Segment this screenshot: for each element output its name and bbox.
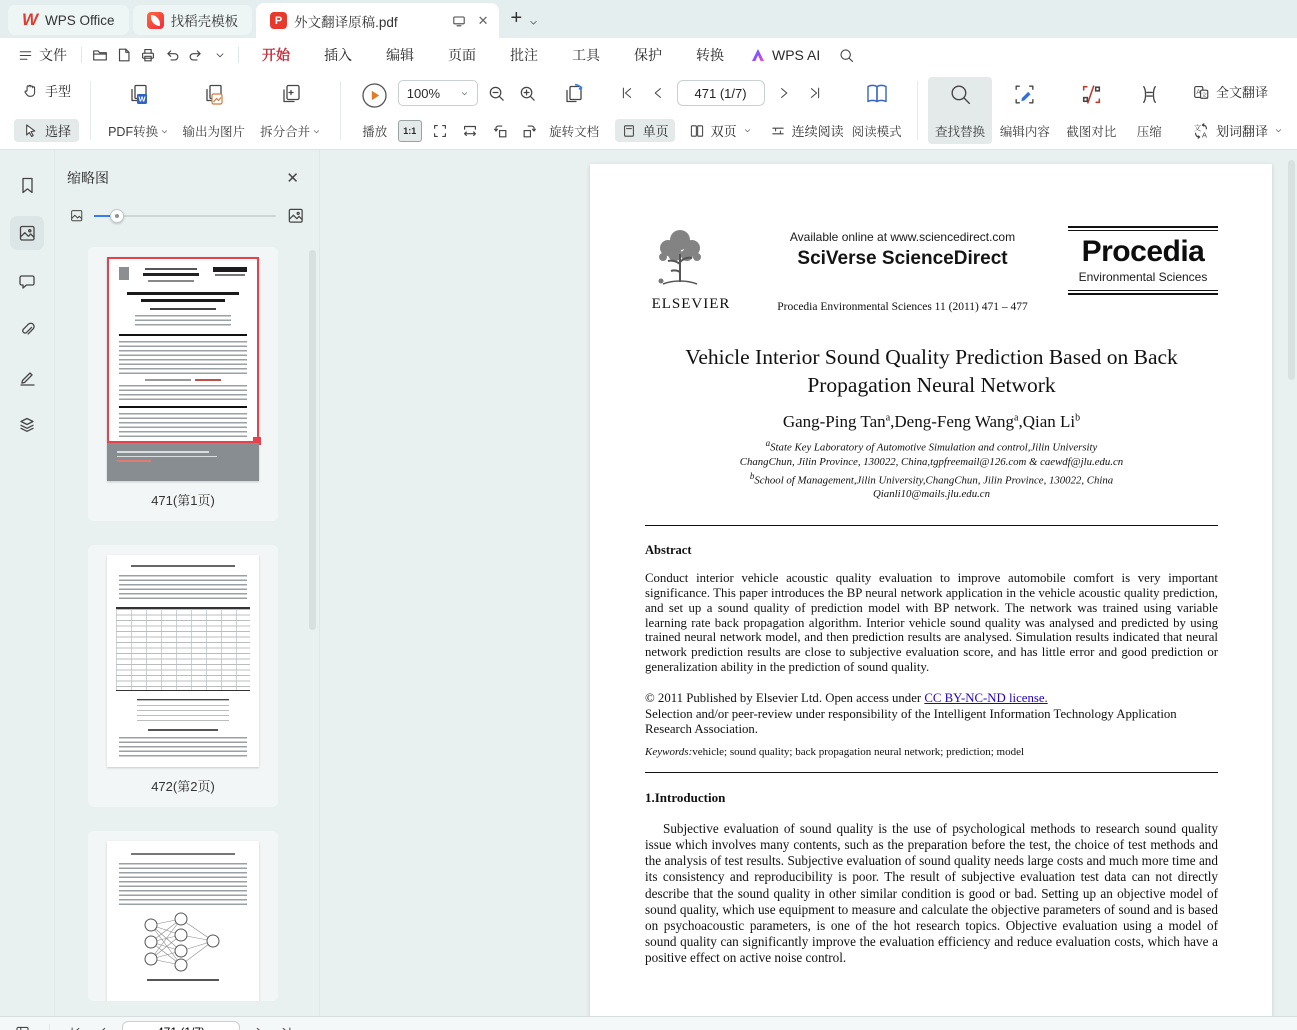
- paper-title: Vehicle Interior Sound Quality Prediction Based on Back Propagation Neural Network: [685, 345, 1178, 397]
- search-icon: [948, 82, 973, 107]
- split-merge-icon: [278, 82, 304, 108]
- large-thumbnail-icon[interactable]: [286, 206, 305, 225]
- divider: [90, 81, 91, 140]
- first-page-icon[interactable]: [68, 1025, 83, 1030]
- thumbnail-page-2[interactable]: [88, 545, 278, 807]
- thumbnails-panel-button[interactable]: [10, 216, 44, 250]
- split-merge-button[interactable]: 拆分合并: [252, 77, 329, 144]
- thumbnail-page-3[interactable]: [88, 831, 278, 1001]
- thumbnail-preview[interactable]: [107, 841, 259, 1001]
- selection-line: Selection and/or peer-review under responsibility of the Intelligent Information Technology Application Research Association.: [645, 706, 1177, 737]
- panel-scrollbar[interactable]: [309, 250, 316, 630]
- thumbnail-size-slider[interactable]: [94, 215, 276, 217]
- next-page-icon[interactable]: [252, 1025, 267, 1030]
- pdf-file-icon: P: [270, 12, 287, 29]
- thumbnail-caption: 471(第1页): [151, 493, 215, 508]
- elsevier-logo: [645, 224, 737, 313]
- redo-button[interactable]: [184, 43, 208, 67]
- paper-affiliations: $^a$State Key Laboratory of Automotive Simulation and control,Jilin University ChangChun, Jilin Province, 130022, China,tgpfreemail@126.com & caewdf@jlu.edu.cn $^b$School of Management,Jilin University,ChangChun, Jilin Province, 130022, China Qianli10@mails.jlu.edu.cn: [739, 438, 1124, 501]
- elsevier-tree-icon: [645, 224, 715, 294]
- tab-label: 找稻壳模板: [170, 14, 239, 29]
- new-tab-icon[interactable]: +: [510, 7, 523, 29]
- single-page-mode-button[interactable]: 单页: [615, 119, 675, 142]
- introduction-heading: 1.Introduction: [645, 789, 726, 805]
- cursor-icon: [22, 122, 39, 139]
- rotate-right-button[interactable]: [518, 120, 542, 142]
- tab-label: WPS Office: [45, 12, 115, 28]
- elsevier-wordmark: ELSEVIER: [651, 296, 731, 312]
- procedia-logo: [1068, 224, 1218, 295]
- zoom-in-button[interactable]: [516, 82, 540, 104]
- abstract-text: Conduct interior vehicle acoustic quality evaluation to improve automobile comfort is very important significance. This paper introduces the BP neural network application in the vehicle acoustic quality prediction, and set up a sound quality of prediction model with BP network. The network was trained using variable learning rate back propagation algorithm. Interior vehicle sound quality was analysed and predicted by using trained neural network model, and then prediction results are analysed. Simulation results indicated that neural network prediction results are close to subjective evaluation score, and has little error and good prediction or generalization ability in the prediction of sound quality.: [645, 571, 1218, 674]
- pdf-page[interactable]: [590, 164, 1272, 1016]
- fit-width-button[interactable]: [458, 120, 482, 142]
- small-thumbnail-icon[interactable]: [69, 208, 84, 223]
- previous-page-button[interactable]: [646, 82, 670, 104]
- menu-item-tools[interactable]: 工具: [572, 47, 600, 63]
- divider: [917, 81, 918, 140]
- abstract-heading: Abstract: [645, 543, 692, 558]
- print-button[interactable]: [136, 43, 160, 67]
- toggle-sidebar-icon[interactable]: [14, 1024, 31, 1030]
- tab-bar: [0, 0, 1297, 38]
- zoom-level-dropdown[interactable]: [398, 80, 478, 106]
- chevron-down-icon: [743, 126, 752, 135]
- page-number-input[interactable]: [677, 80, 765, 106]
- menu-item-page[interactable]: 页面: [448, 47, 476, 63]
- thumbnail-caption: 472(第2页): [151, 779, 215, 794]
- sciverse-wordmark: SciVerse ScienceDirect: [797, 248, 1008, 269]
- close-tab-icon[interactable]: ✕: [477, 12, 489, 28]
- more-commands-chevron-icon[interactable]: [208, 43, 232, 67]
- double-page-mode-button[interactable]: 双页: [685, 119, 756, 142]
- svg-text:文: 文: [1201, 92, 1208, 99]
- first-page-button[interactable]: [615, 82, 639, 104]
- actual-size-button[interactable]: 1:1: [398, 120, 422, 142]
- menu-item-annotate[interactable]: 批注: [510, 47, 538, 63]
- monitor-icon[interactable]: [451, 13, 467, 29]
- thumbnail-panel: [55, 150, 320, 1016]
- tab-wps-office[interactable]: [8, 5, 129, 35]
- slider-knob[interactable]: [110, 209, 124, 223]
- document-area: [320, 150, 1297, 1016]
- compress-button[interactable]: 压缩: [1125, 77, 1174, 144]
- rotate-left-button[interactable]: [488, 120, 512, 142]
- thumbnail-preview[interactable]: [107, 555, 259, 767]
- undo-button[interactable]: [160, 43, 184, 67]
- cc-license-link[interactable]: CC BY-NC-ND license.: [924, 690, 1048, 705]
- menu-bar: [0, 38, 1297, 72]
- divider: [81, 47, 82, 63]
- paper-header: [645, 224, 1218, 313]
- hand-tool-button[interactable]: 手型: [14, 79, 79, 102]
- page-viewport-indicator[interactable]: [107, 257, 259, 443]
- rotate-document-button[interactable]: 旋转文档: [542, 77, 607, 144]
- full-text-translate-button[interactable]: A 文 全文翻译: [1184, 80, 1291, 103]
- document-scrollbar[interactable]: [1288, 160, 1295, 380]
- thumbnail-preview[interactable]: [107, 257, 259, 481]
- single-page-icon: [621, 123, 637, 139]
- book-icon: [864, 82, 890, 106]
- journal-line: Procedia Environmental Sciences 11 (2011) 471 – 477: [777, 301, 1028, 313]
- zoom-out-button[interactable]: [485, 82, 509, 104]
- svg-text:W: W: [138, 94, 146, 104]
- keywords-line: Keywords:vehicle; sound quality; back propagation neural network; prediction; model: [645, 745, 1025, 758]
- menu-item-convert[interactable]: 转换: [696, 47, 724, 63]
- double-page-icon: [689, 123, 705, 139]
- side-icon-strip: [0, 150, 55, 1016]
- page-hidden-region: [107, 443, 259, 481]
- next-page-button[interactable]: [772, 82, 796, 104]
- compress-icon: [1137, 82, 1162, 107]
- paper-authors: Gang-Ping Tan$^a$,Deng-Feng Wang$^a$,Qian Li$^b$: [782, 412, 1081, 431]
- search-icon[interactable]: [834, 43, 858, 67]
- zoom-controls: [398, 77, 542, 144]
- wps-ai-label: WPS AI: [772, 47, 821, 63]
- screenshot-compare-button[interactable]: 截图对比: [1058, 77, 1125, 144]
- rotate-document-icon: [561, 82, 587, 108]
- export-image-icon: [201, 82, 227, 108]
- horizontal-rule: [645, 525, 1218, 526]
- hamburger-icon: [18, 48, 33, 63]
- edit-content-button[interactable]: 编辑内容: [992, 77, 1059, 144]
- header-center: [737, 224, 1068, 313]
- body-area: [0, 150, 1297, 1016]
- divider: [49, 1024, 50, 1030]
- chevron-down-icon: [460, 89, 469, 98]
- file-menu[interactable]: [10, 41, 75, 69]
- tab-list-chevron-icon[interactable]: [528, 17, 539, 28]
- menu-item-edit[interactable]: 编辑: [386, 47, 414, 63]
- status-bar: [0, 1016, 1297, 1030]
- horizontal-rule: [645, 772, 1218, 773]
- menu-item-insert[interactable]: 插入: [324, 47, 352, 63]
- read-mode-button[interactable]: 阅读模式: [848, 77, 906, 144]
- menu-item-protect[interactable]: 保护: [634, 47, 662, 63]
- attachments-panel-button[interactable]: [10, 312, 44, 346]
- select-tool-button[interactable]: 选择: [14, 119, 79, 142]
- network-diagram: [135, 911, 231, 973]
- wps-ai-menu[interactable]: [741, 42, 830, 68]
- tab-label: 外文翻译原稿.pdf: [294, 14, 398, 30]
- status-page-number-input[interactable]: [122, 1021, 240, 1030]
- open-folder-button[interactable]: [88, 43, 112, 67]
- play-slideshow-button[interactable]: 播放: [352, 77, 398, 144]
- svg-text:文: 文: [1193, 123, 1202, 133]
- available-online-text: Available online at www.sciencedirect.com: [789, 230, 1016, 244]
- page-navigation: [615, 77, 848, 144]
- comments-panel-button[interactable]: [10, 264, 44, 298]
- thumbnail-size-slider-row: [55, 198, 319, 233]
- zoom-value: 100%: [406, 85, 440, 101]
- cursor-mode-group: [14, 77, 79, 144]
- layers-panel-button[interactable]: [10, 408, 44, 442]
- last-page-button[interactable]: [803, 82, 827, 104]
- panel-title: 缩略图: [67, 170, 109, 186]
- procedia-wordmark: Procedia: [1081, 235, 1205, 268]
- procedia-subtitle: Environmental Sciences: [1078, 270, 1208, 284]
- file-menu-label: 文件: [39, 47, 67, 63]
- docer-icon: [147, 12, 164, 29]
- svg-text:A: A: [1196, 88, 1201, 96]
- last-page-icon[interactable]: [279, 1025, 294, 1030]
- previous-page-icon[interactable]: [95, 1025, 110, 1030]
- continuous-reading-button[interactable]: 连续阅读: [766, 119, 848, 142]
- chevron-down-icon: [1274, 126, 1283, 135]
- word-translate-icon: [1192, 122, 1210, 140]
- wps-ai-icon: [751, 48, 767, 62]
- menu-item-home[interactable]: 开始: [245, 40, 307, 70]
- toolbar: [0, 72, 1297, 150]
- annotations-panel-button[interactable]: [10, 360, 44, 394]
- word-translate-button[interactable]: 文 A 划词翻译: [1184, 119, 1291, 142]
- tab-docer-templates[interactable]: [133, 5, 253, 35]
- svg-text:A: A: [1201, 129, 1207, 139]
- translation-group: [1184, 77, 1291, 144]
- copyright-line: © 2011 Published by Elsevier Ltd. Open access under CC BY-NC-ND license.: [645, 690, 1048, 705]
- tab-document-pdf[interactable]: [256, 3, 498, 38]
- continuous-icon: [770, 123, 786, 139]
- introduction-text: Subjective evaluation of sound quality is the use of psychological methods to research sound quality issue which involves many contents, such as the preparation before the test, the choice of test methods and the analysis of test results. Subjective evaluation of sound quality needs large costs and much more time and its consistency and reproducibility is poor. The result of subjective evaluation test data can not directly describe that the sound quality in other similar condition is good or bad. Setting up an objective model of sound quality, which use equipment to measure and calculate the objective parameters of sound and is based on psychoacoustic parameters, is one of the hot research topics. Objective evaluation using a model of sound quality can significantly improve the evaluation efficiency and reduce evaluation costs, which have a positive effect on active noise control.: [645, 820, 1218, 966]
- find-replace-button[interactable]: 查找替换: [928, 77, 991, 144]
- pdf-convert-button[interactable]: W PDF转换: [102, 77, 175, 144]
- bookmarks-panel-button[interactable]: [10, 168, 44, 202]
- edit-content-icon: [1012, 82, 1037, 107]
- wps-logo-icon: W: [22, 10, 39, 29]
- translate-icon: [1192, 83, 1210, 101]
- divider: [340, 81, 341, 140]
- save-button[interactable]: [112, 43, 136, 67]
- thumbnail-page-1[interactable]: [88, 247, 278, 521]
- divider: [238, 47, 239, 63]
- hand-icon: [22, 82, 39, 99]
- fit-page-button[interactable]: [428, 120, 452, 142]
- export-as-image-button[interactable]: 输出为图片: [175, 77, 252, 144]
- pdf-convert-icon: [126, 82, 152, 108]
- close-panel-icon[interactable]: ✕: [286, 170, 299, 187]
- play-icon: [361, 82, 388, 109]
- screenshot-compare-icon: [1079, 82, 1104, 107]
